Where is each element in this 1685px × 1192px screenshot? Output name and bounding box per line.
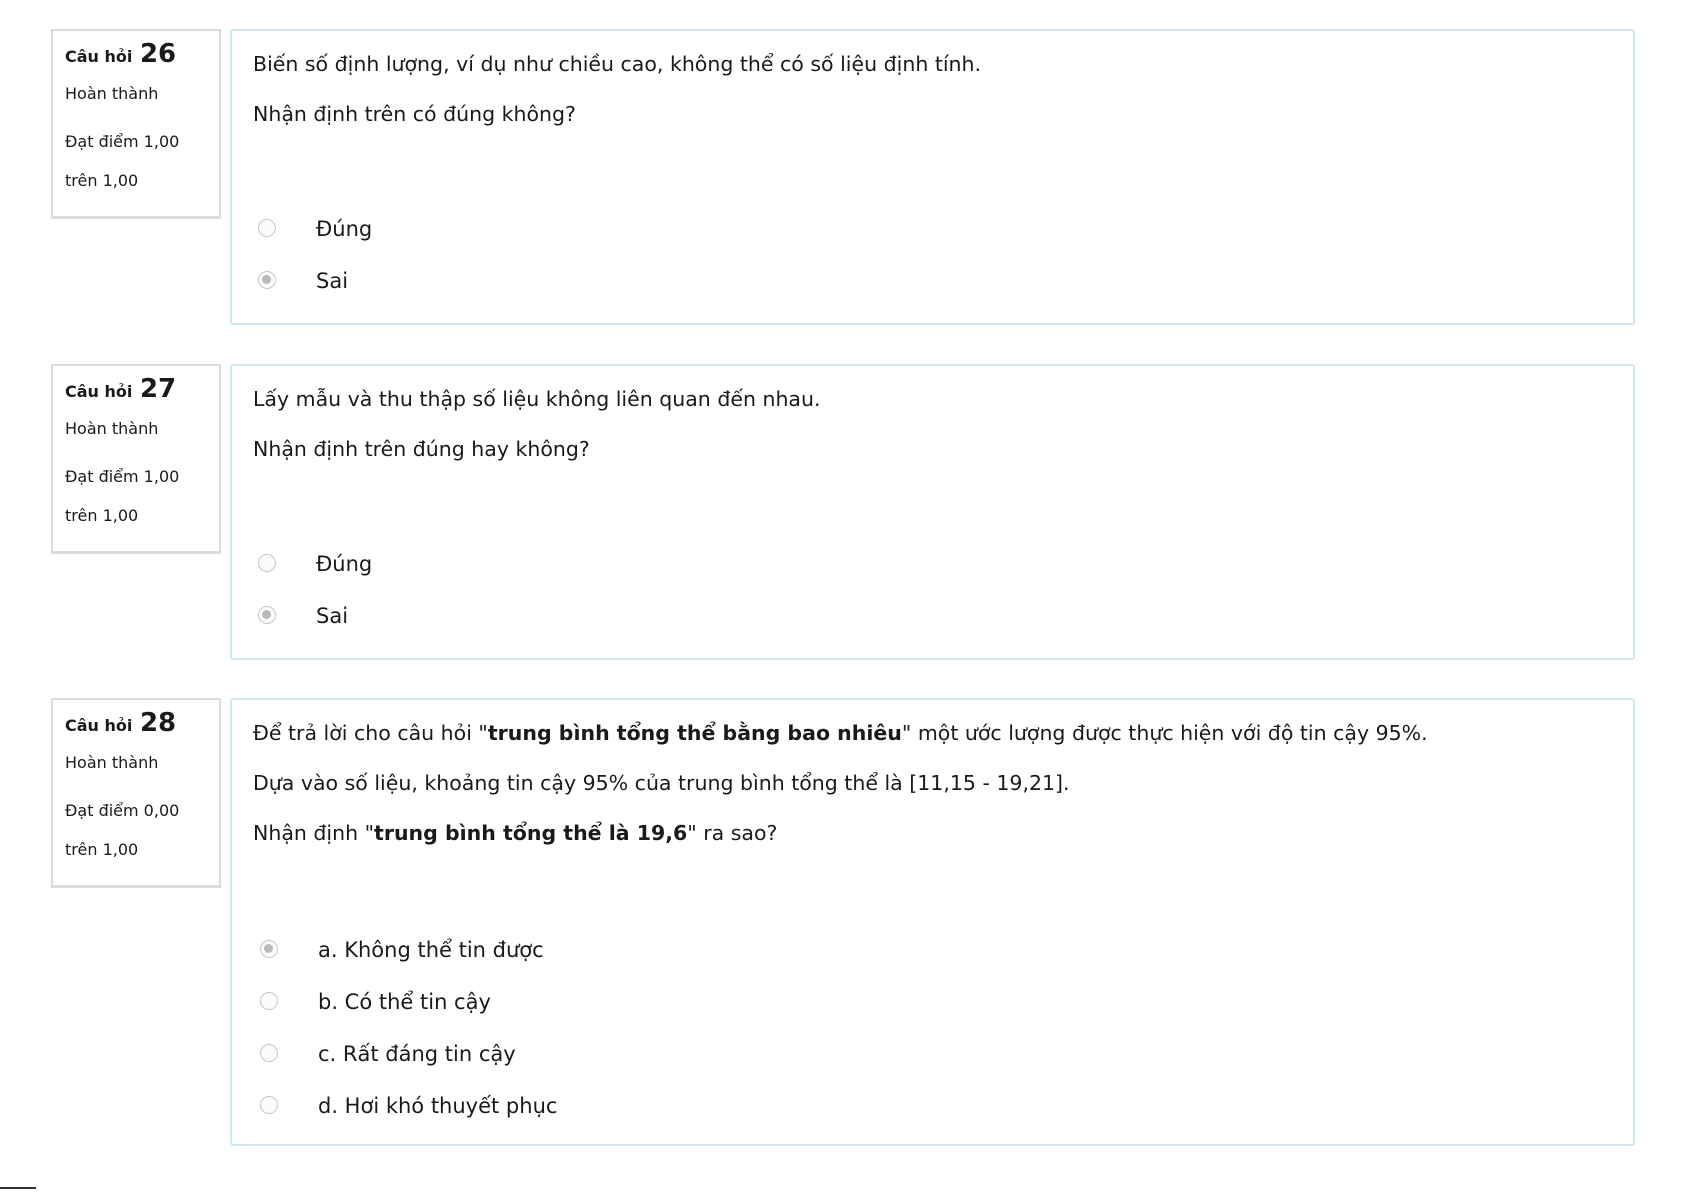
question-grade-max: trên 1,00 [65,840,139,859]
answer-label: b. Có thể tin cậy [318,990,491,1014]
question-grade: Đạt điểm 0,00 [65,801,180,820]
question-prompt: Nhận định trên đúng hay không? [253,437,590,461]
radio-button[interactable] [260,1044,278,1062]
question-content [230,364,1635,660]
question-text-line-1 [253,720,1428,746]
question-prompt: Nhận định trên có đúng không? [253,102,576,126]
question-info-panel [51,698,221,888]
answer-label: c. Rất đáng tin cậy [318,1042,516,1066]
question-label: Câu hỏi [65,47,133,66]
question-text: Biến số định lượng, ví dụ như chiều cao, không thể có số liệu định tính. [253,52,982,76]
question-grade-max: trên 1,00 [65,506,139,525]
question-grade-max: trên 1,00 [65,171,139,190]
question-text-line-2: Dựa vào số liệu, khoảng tin cậy 95% của trung bình tổng thể là [11,15 - 19,21]. [253,771,1070,795]
question-grade: Đạt điểm 1,00 [65,467,180,486]
answer-label: a. Không thể tin được [318,938,544,962]
question-content [230,698,1635,1146]
question-number [65,37,219,71]
question-label: Câu hỏi [65,716,133,735]
question-state: Hoàn thành [65,753,159,772]
question-content [230,29,1635,325]
question-number-value: 26 [139,39,177,69]
answer-label: d. Hơi khó thuyết phục [318,1094,558,1118]
text-bold-segment: trung bình tổng thể bằng bao nhiêu [487,721,902,745]
text-segment: Nhận định " [253,821,375,845]
answer-label: Sai [316,604,349,628]
question-number [65,706,219,740]
question-number-value: 27 [139,374,177,404]
question-text: Lấy mẫu và thu thập số liệu không liên quan đến nhau. [253,387,821,411]
question-number [65,372,219,406]
answer-label: Đúng [316,217,373,241]
question-label: Câu hỏi [65,382,133,401]
radio-button[interactable] [258,554,276,572]
question-state: Hoàn thành [65,84,159,103]
question-grade: Đạt điểm 1,00 [65,132,180,151]
radio-button[interactable] [258,219,276,237]
text-segment: " một ước lượng được thực hiện với độ tin cậy 95%. [901,721,1428,745]
text-segment: " ra sao? [687,821,778,845]
question-info-panel [51,29,221,219]
question-info-panel [51,364,221,554]
radio-button[interactable] [260,1096,278,1114]
question-number-value: 28 [139,708,177,738]
question-prompt [253,820,777,846]
text-bold-segment: trung bình tổng thể là 19,6 [374,821,688,845]
radio-button-selected[interactable] [258,271,276,289]
radio-button-selected[interactable] [258,606,276,624]
radio-button[interactable] [260,992,278,1010]
page-edge-mark [0,1187,36,1189]
answer-label: Đúng [316,552,373,576]
text-segment: Để trả lời cho câu hỏi " [253,721,488,745]
question-state: Hoàn thành [65,419,159,438]
answer-label: Sai [316,269,349,293]
radio-button-selected[interactable] [260,940,278,958]
